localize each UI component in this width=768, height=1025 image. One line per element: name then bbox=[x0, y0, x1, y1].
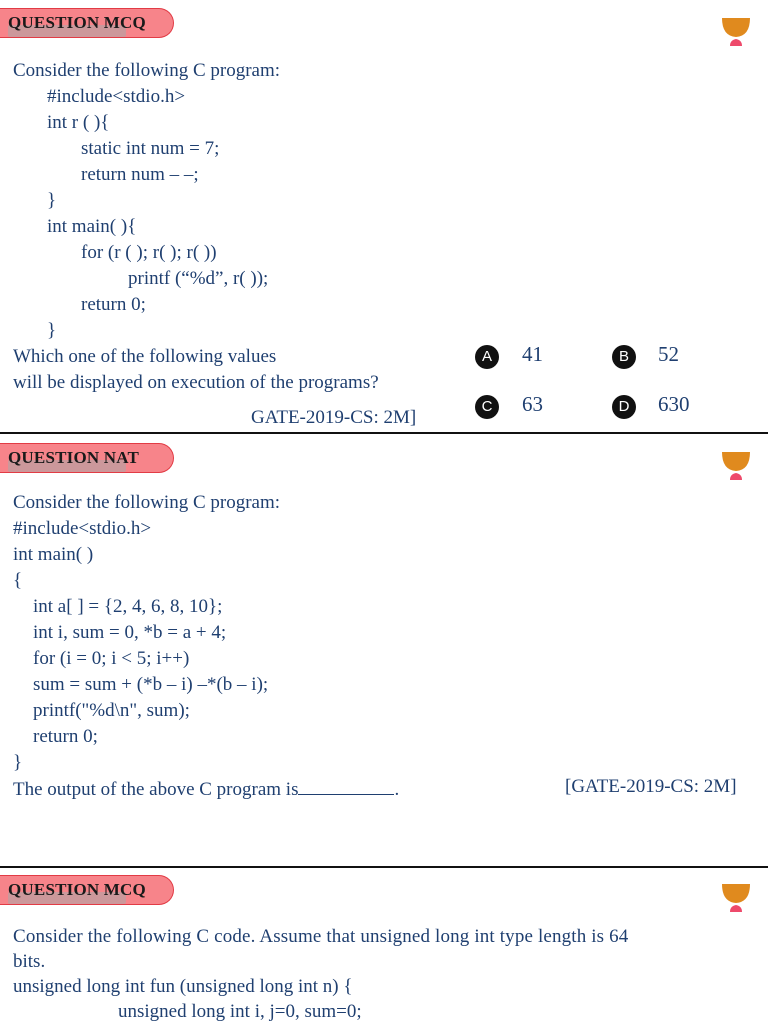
prompt-end: . bbox=[394, 779, 400, 800]
exam-source: [GATE-2019-CS: 2M] bbox=[565, 776, 737, 797]
option-a-marker: A bbox=[475, 345, 499, 369]
code-line: int a[ ] = {2, 4, 6, 8, 10}; bbox=[33, 596, 223, 617]
answer-blank bbox=[298, 776, 394, 795]
code-line: unsigned long int fun (unsigned long int n) { bbox=[13, 976, 353, 997]
code-line: printf("%d\n", sum); bbox=[33, 700, 190, 721]
badge-label: QUESTION NAT bbox=[8, 448, 140, 467]
code-line: static int num = 7; bbox=[81, 138, 220, 159]
code-line: unsigned long int i, j=0, sum=0; bbox=[118, 1001, 362, 1022]
question-text: bits. bbox=[13, 951, 46, 972]
option-d-marker: D bbox=[612, 395, 636, 419]
code-line: int main( ){ bbox=[47, 216, 137, 237]
code-line: } bbox=[47, 190, 57, 211]
question-text: will be displayed on execution of the programs? bbox=[13, 372, 379, 393]
code-line: #include<stdio.h> bbox=[47, 86, 186, 107]
code-line: #include<stdio.h> bbox=[13, 518, 152, 539]
question-text: Consider the following C program: bbox=[13, 60, 281, 81]
option-b-marker: B bbox=[612, 345, 636, 369]
code-line: sum = sum + (*b – i) –*(b – i); bbox=[33, 674, 269, 695]
code-line: for (r ( ); r( ); r( )) bbox=[81, 242, 217, 263]
option-a-value: 41 bbox=[522, 342, 543, 366]
code-line: printf (“%d”, r( )); bbox=[128, 268, 269, 289]
question-card-3 bbox=[0, 868, 768, 1024]
hourglass-logo-icon bbox=[720, 882, 752, 914]
question-card-1 bbox=[0, 0, 768, 432]
question-type-badge bbox=[0, 875, 174, 905]
question-card-2 bbox=[0, 434, 768, 866]
code-line: int main( ) bbox=[13, 544, 94, 565]
badge-label: QUESTION MCQ bbox=[8, 13, 146, 32]
hourglass-logo-icon bbox=[720, 450, 752, 482]
code-line: for (i = 0; i < 5; i++) bbox=[33, 648, 190, 669]
code-line: int r ( ){ bbox=[47, 112, 110, 133]
code-line: { bbox=[13, 570, 23, 591]
code-line: return 0; bbox=[81, 294, 146, 315]
option-c-marker: C bbox=[475, 395, 499, 419]
prompt-text: The output of the above C program is bbox=[13, 779, 299, 800]
badge-label: QUESTION MCQ bbox=[8, 880, 146, 899]
question-text: Consider the following C code. Assume that unsigned long int type length is 64 bbox=[13, 926, 629, 947]
option-b-value: 52 bbox=[658, 342, 679, 366]
question-text: Which one of the following values bbox=[13, 346, 277, 367]
option-d-value: 630 bbox=[658, 392, 690, 416]
question-text: Consider the following C program: bbox=[13, 492, 281, 513]
hourglass-logo-icon bbox=[720, 16, 752, 48]
question-type-badge bbox=[0, 8, 174, 38]
question-prompt bbox=[13, 776, 399, 803]
option-c-value: 63 bbox=[522, 392, 543, 416]
code-line: } bbox=[13, 752, 23, 773]
question-type-badge bbox=[0, 443, 174, 473]
code-line: return num – –; bbox=[81, 164, 199, 185]
code-line: } bbox=[47, 320, 57, 341]
exam-source: GATE-2019-CS: 2M] bbox=[251, 407, 417, 428]
code-line: return 0; bbox=[33, 726, 98, 747]
code-line: int i, sum = 0, *b = a + 4; bbox=[33, 622, 227, 643]
